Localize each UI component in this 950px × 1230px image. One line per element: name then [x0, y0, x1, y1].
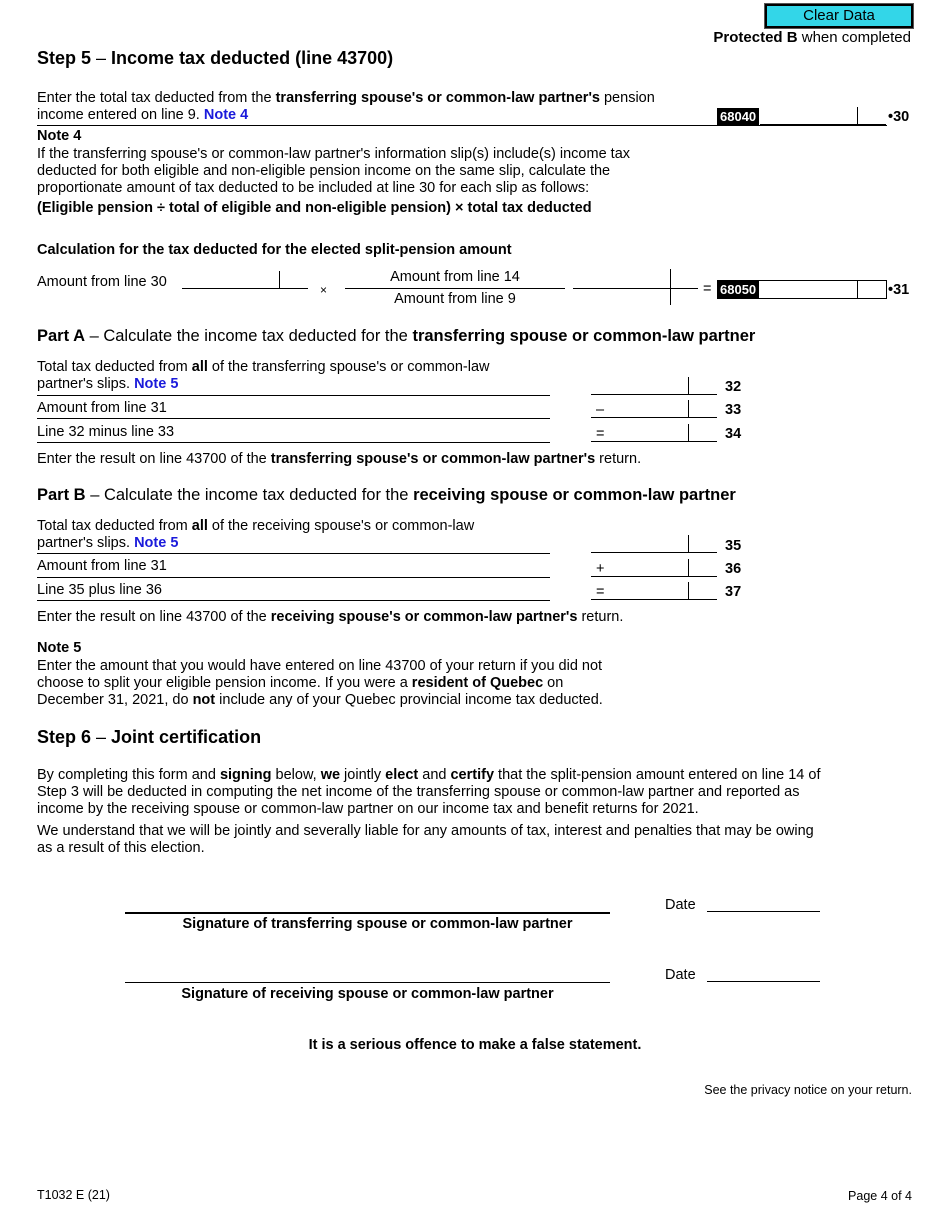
step6-title: Step 6 – Joint certification: [37, 727, 262, 747]
calc-numerator: Amount from line 14: [390, 269, 520, 285]
form-id: T1032 E (21): [37, 1188, 110, 1202]
protected-b-label: Protected B when completed: [713, 29, 911, 46]
step5-title: Step 5 – Income tax deducted (line 43700): [37, 48, 394, 68]
clear-data-button[interactable]: Clear Data: [765, 4, 913, 28]
row35-label: Total tax deducted from all of the receiving spouse's or common-law partner's slips. Note 5: [37, 518, 475, 551]
row32-number: 32: [725, 379, 742, 395]
row35-dollars[interactable]: [591, 535, 689, 553]
partA-title: Part A – Calculate the income tax deducted for the transferring spouse or common-law partner: [37, 327, 756, 345]
calc-from30-dollars[interactable]: [182, 271, 280, 289]
note5-link-b[interactable]: Note 5: [134, 535, 179, 551]
line31-number: •31: [888, 282, 910, 298]
page-number: Page 4 of 4: [848, 1189, 912, 1203]
calc-result-line: [573, 288, 698, 289]
row34-operator: =: [596, 426, 605, 442]
calc-title: Calculation for the tax deducted for the elected split-pension amount: [37, 242, 512, 258]
row33-operator: –: [596, 402, 605, 418]
row36-dollars[interactable]: [591, 559, 689, 577]
row32-dollars[interactable]: [591, 377, 689, 395]
calc-equals: =: [703, 281, 712, 297]
line30-dollars-field[interactable]: [760, 107, 858, 125]
offence-statement: It is a serious offence to make a false statement.: [308, 1037, 642, 1053]
row33-dollars[interactable]: [591, 400, 689, 418]
calc-from30-label: Amount from line 30: [37, 274, 167, 290]
note4-link[interactable]: Note 4: [203, 107, 249, 123]
calc-from30-cents[interactable]: [280, 271, 308, 289]
row33-rule: [37, 418, 550, 419]
row34-cents[interactable]: [689, 424, 717, 442]
row34-dollars[interactable]: [591, 424, 689, 442]
privacy-notice: See the privacy notice on your return.: [704, 1083, 912, 1097]
date2-field[interactable]: [707, 981, 820, 982]
calc-fraction-bar: [345, 288, 565, 289]
partB-title: Part B – Calculate the income tax deducted for the receiving spouse or common-law partner: [37, 486, 736, 504]
line31-code: 68050: [717, 281, 759, 298]
row32-label: Total tax deducted from all of the transferring spouse's or common-law partner's slips. Note 5: [37, 359, 490, 392]
calc-times: ×: [320, 283, 328, 297]
row37-rule: [37, 600, 550, 601]
row34-label: Line 32 minus line 33: [37, 424, 175, 440]
partB-result: Enter the result on line 43700 of the receiving spouse's or common-law partner's return.: [37, 609, 624, 625]
sig2-line[interactable]: [125, 982, 610, 983]
line30-code: 68040: [717, 108, 759, 125]
note5-title: Note 5: [37, 640, 82, 656]
row32-cents[interactable]: [689, 377, 717, 395]
row37-dollars[interactable]: [591, 582, 689, 600]
note4-body: If the transferring spouse's or common-law partner's information slip(s) include(s) income tax deducted for both eligible and non-eligible pension income on the same slip, calculate the proportionate amount of tax deducted to be included at line 30 for each slip as follows:: [37, 146, 631, 196]
date1-label: Date: [665, 897, 696, 913]
line30-rule: [37, 125, 887, 126]
row37-label: Line 35 plus line 36: [37, 582, 162, 598]
calc-denominator: Amount from line 9: [394, 291, 516, 307]
row33-number: 33: [725, 402, 742, 418]
row37-cents[interactable]: [689, 582, 717, 600]
note5-link-a[interactable]: Note 5: [134, 376, 179, 392]
note4-title: Note 4: [37, 128, 82, 144]
line30-number: •30: [888, 109, 910, 125]
row33-label: Amount from line 31: [37, 400, 167, 416]
row36-operator: +: [596, 561, 605, 577]
calc-result-divider: [670, 269, 671, 305]
row32-rule: [37, 395, 550, 396]
row36-cents[interactable]: [689, 559, 717, 577]
partA-result: Enter the result on line 43700 of the transferring spouse's or common-law partner's return.: [37, 451, 642, 467]
row36-number: 36: [725, 561, 742, 577]
row37-number: 37: [725, 584, 742, 600]
sig1-line[interactable]: [125, 912, 610, 914]
row36-rule: [37, 577, 550, 578]
row36-label: Amount from line 31: [37, 558, 167, 574]
row35-rule: [37, 553, 550, 554]
date2-label: Date: [665, 967, 696, 983]
row37-operator: =: [596, 584, 605, 600]
row33-cents[interactable]: [689, 400, 717, 418]
line31-field-box[interactable]: [717, 280, 887, 299]
sig2-label: Signature of receiving spouse or common-law partner: [181, 986, 554, 1002]
line30-description: Enter the total tax deducted from the transferring spouse's or common-law partner's pension income entered on line 9. Note 4: [37, 90, 655, 123]
step6-paragraph2: We understand that we will be jointly and severally liable for any amounts of tax, interest and penalties that may be owing as a result of this election.: [37, 823, 814, 856]
row35-number: 35: [725, 538, 742, 554]
row34-rule: [37, 442, 550, 443]
row35-cents[interactable]: [689, 535, 717, 553]
row34-number: 34: [725, 426, 742, 442]
line30-cents-field[interactable]: [858, 107, 886, 125]
step6-paragraph1: By completing this form and signing below, we jointly elect and certify that the split-pension amount entered on line 14 of Step 3 will be deducted in computing the net income of the transferring spouse or common-law partner and reported as income by the receiving spouse or common-law partner on our income tax and benefit returns for 2021.: [37, 767, 821, 817]
note4-formula: (Eligible pension ÷ total of eligible and non-eligible pension) × total tax deducted: [37, 200, 592, 216]
note5-body: Enter the amount that you would have entered on line 43700 of your return if you did not choose to split your eligible pension income. If you were a resident of Quebec on December 31, 2021, do not include any of your Quebec provincial income tax deducted.: [37, 658, 603, 708]
sig1-label: Signature of transferring spouse or common-law partner: [182, 916, 573, 932]
date1-field[interactable]: [707, 911, 820, 912]
line31-cents-divider: [857, 280, 858, 299]
